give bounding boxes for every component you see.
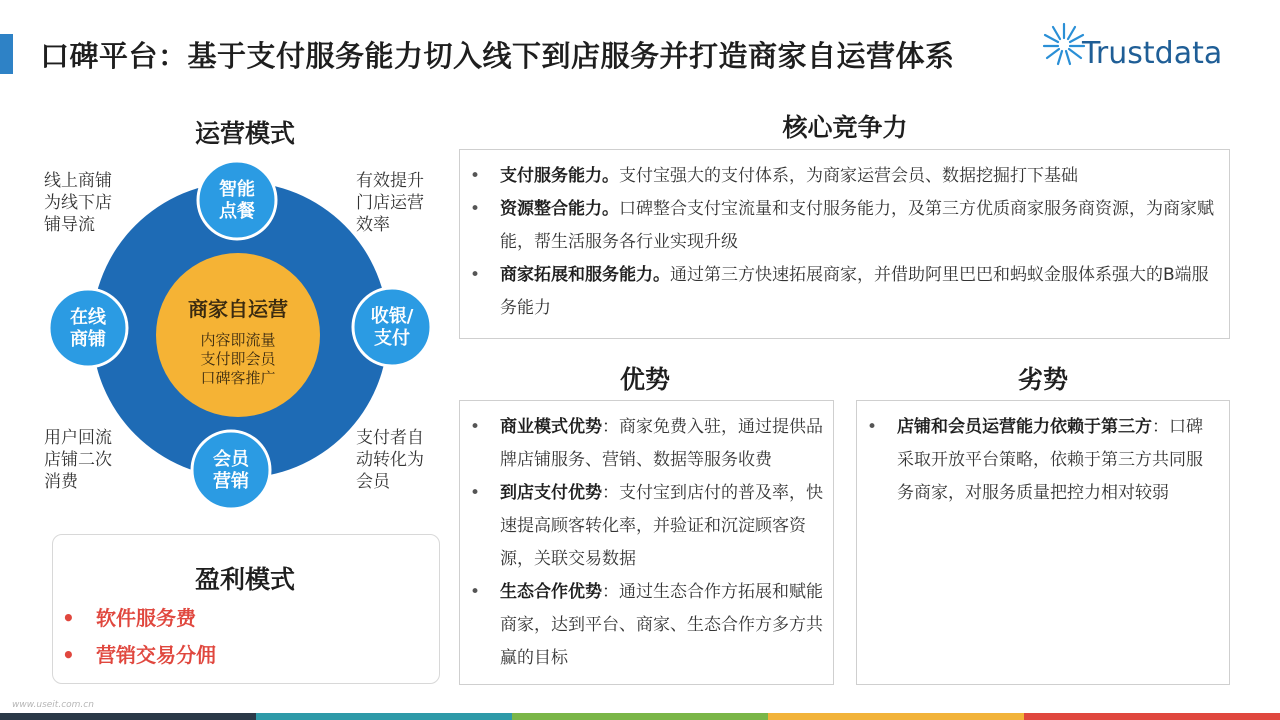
core-item-3: • 商家拓展和服务能力。通过第三方快速拓展商家，并借助阿里巴巴和蚂蚁金服体系强大的B端服务能力	[460, 259, 1215, 325]
node-right-line-1: 收银/	[370, 306, 414, 327]
core-competence-heading: 核心竞争力	[782, 113, 908, 142]
page-title: 口碑平台：基于支付服务能力切入线下到店服务并打造商家自运营体系	[40, 39, 955, 73]
node-online-store	[49, 289, 127, 367]
bar-segment-2	[256, 713, 512, 720]
advantages-box	[459, 400, 834, 685]
node-top-line-1: 智能	[219, 179, 255, 200]
bar-segment-5	[1024, 713, 1280, 720]
advantages-heading: 优势	[619, 365, 670, 394]
advantage-item-2: • 到店支付优势：支付宝到店付的普及率，快速提高顾客转化率，并验证和沉淀顾客资源，关联交易数据	[460, 477, 823, 576]
core-item-1: • 支付服务能力。支付宝强大的支付体系，为商家运营会员、数据挖掘打下基础	[460, 160, 1215, 193]
label-top-left: 线上商铺 为线下店 铺导流	[44, 171, 112, 235]
bar-segment-3	[512, 713, 768, 720]
center-line-1: 内容即流量	[200, 331, 276, 349]
node-left-line-2: 商铺	[70, 329, 106, 350]
profit-item-2: • 营销交易分佣	[62, 643, 216, 667]
node-right-line-2: 支付	[374, 328, 410, 349]
bar-segment-4	[768, 713, 1024, 720]
label-bottom-left: 用户回流 店铺二次 消费	[44, 428, 112, 492]
operation-model-heading: 运营模式	[194, 119, 295, 148]
profit-item-1: • 软件服务费	[62, 606, 196, 630]
disadvantages-heading: 劣势	[1017, 365, 1068, 394]
node-member-marketing	[192, 431, 270, 509]
label-bottom-right: 支付者自 动转化为 会员	[356, 428, 424, 492]
center-line-3: 口碑客推广	[200, 369, 276, 387]
bar-segment-1	[0, 713, 256, 720]
node-top-line-2: 点餐	[219, 201, 255, 222]
disadvantages-box	[856, 400, 1230, 685]
advantage-item-3: • 生态合作优势：通过生态合作方拓展和赋能商家，达到平台、商家、生态合作方多方共赢的目标	[460, 576, 823, 675]
core-item-2: • 资源整合能力。口碑整合支付宝流量和支付服务能力，及第三方优质商家服务商资源，为商家赋能，帮生活服务各行业实现升级	[460, 193, 1215, 259]
node-checkout-payment	[353, 288, 431, 366]
bottom-color-bar	[0, 713, 1280, 720]
node-left-line-1: 在线	[70, 307, 106, 328]
profit-model-heading: 盈利模式	[194, 565, 295, 594]
center-title: 商家自运营	[188, 297, 288, 321]
core-competence-box	[459, 149, 1230, 339]
watermark: www.useit.com.cn	[12, 700, 94, 710]
node-bottom-line-2: 营销	[213, 471, 249, 492]
node-bottom-line-1: 会员	[213, 449, 249, 470]
logo-text: Trustdata	[1082, 36, 1223, 71]
center-line-2: 支付即会员	[200, 350, 276, 368]
label-top-right: 有效提升 门店运营 效率	[356, 171, 424, 235]
title-accent-bar	[0, 34, 13, 74]
disadvantage-item-1: • 店铺和会员运营能力依赖于第三方：口碑采取开放平台策略，依赖于第三方共同服务商家，对服务质量把控力相对较弱	[857, 411, 1217, 510]
advantage-item-1: • 商业模式优势：商家免费入驻，通过提供品牌店铺服务、营销、数据等服务收费	[460, 411, 823, 477]
node-smart-ordering	[198, 161, 276, 239]
